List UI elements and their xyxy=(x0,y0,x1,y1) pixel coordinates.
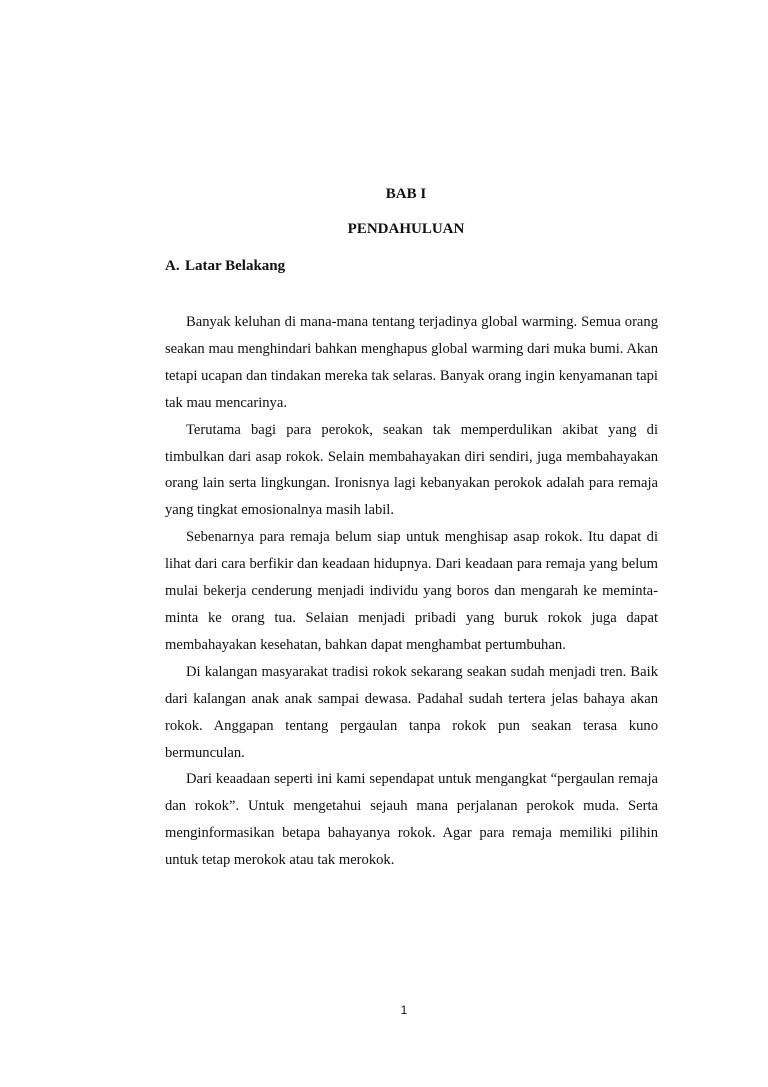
chapter-title: PENDAHULUAN xyxy=(347,221,465,237)
chapter-number: BAB I xyxy=(385,186,427,202)
paragraph: Sebenarnya para remaja belum siap untuk menghisap asap rokok. Itu dapat di lihat dari cara berfikir dan keadaan hidupnya. Dari keadaan para remaja yang belum mulai bekerja cenderung menjadi individu yang boros dan mengarah ke meminta-minta ke orang tua. Selaian menjadi pribadi yang buruk rokok juga dapat membahayakan kesehatan, bahkan dapat menghambat pertumbuhan. xyxy=(165,529,658,653)
body-text xyxy=(165,309,658,874)
paragraph: Dari keaadaan seperti ini kami sependapat untuk mengangkat “pergaulan remaja dan rokok”. Untuk mengetahui sejauh mana perjalanan perokok muda. Serta menginformasikan betapa bahayanya rokok. Agar para remaja memiliki pilihin untuk tetap merokok atau tak merokok. xyxy=(165,771,658,869)
section-letter: A. xyxy=(165,258,180,274)
section-title: Latar Belakang xyxy=(185,258,286,274)
paragraph: Banyak keluhan di mana-mana tentang terjadinya global warming. Semua orang seakan mau menghindari bahkan menghapus global warming dari muka bumi. Akan tetapi ucapan dan tindakan mereka tak selaras. Banyak orang ingin kenyamanan tapi tak mau mencarinya. xyxy=(165,314,658,411)
paragraph: Terutama bagi para perokok, seakan tak memperdulikan akibat yang di timbulkan dari asap rokok. Selain membahayakan diri sendiri, juga membahayakan orang lain serta lingkungan. Ironisnya lagi kebanyakan perokok adalah para remaja yang tingkat emosionalnya masih labil. xyxy=(165,421,658,519)
section-heading xyxy=(165,258,285,275)
page-number: 1 xyxy=(400,1003,408,1017)
paragraph: Di kalangan masyarakat tradisi rokok sekarang seakan sudah menjadi tren. Baik dari kalangan anak anak sampai dewasa. Padahal sudah tertera jelas bahaya akan rokok. Anggapan tentang pergaulan tanpa rokok pun seakan terasa kuno bermunculan. xyxy=(165,663,658,761)
